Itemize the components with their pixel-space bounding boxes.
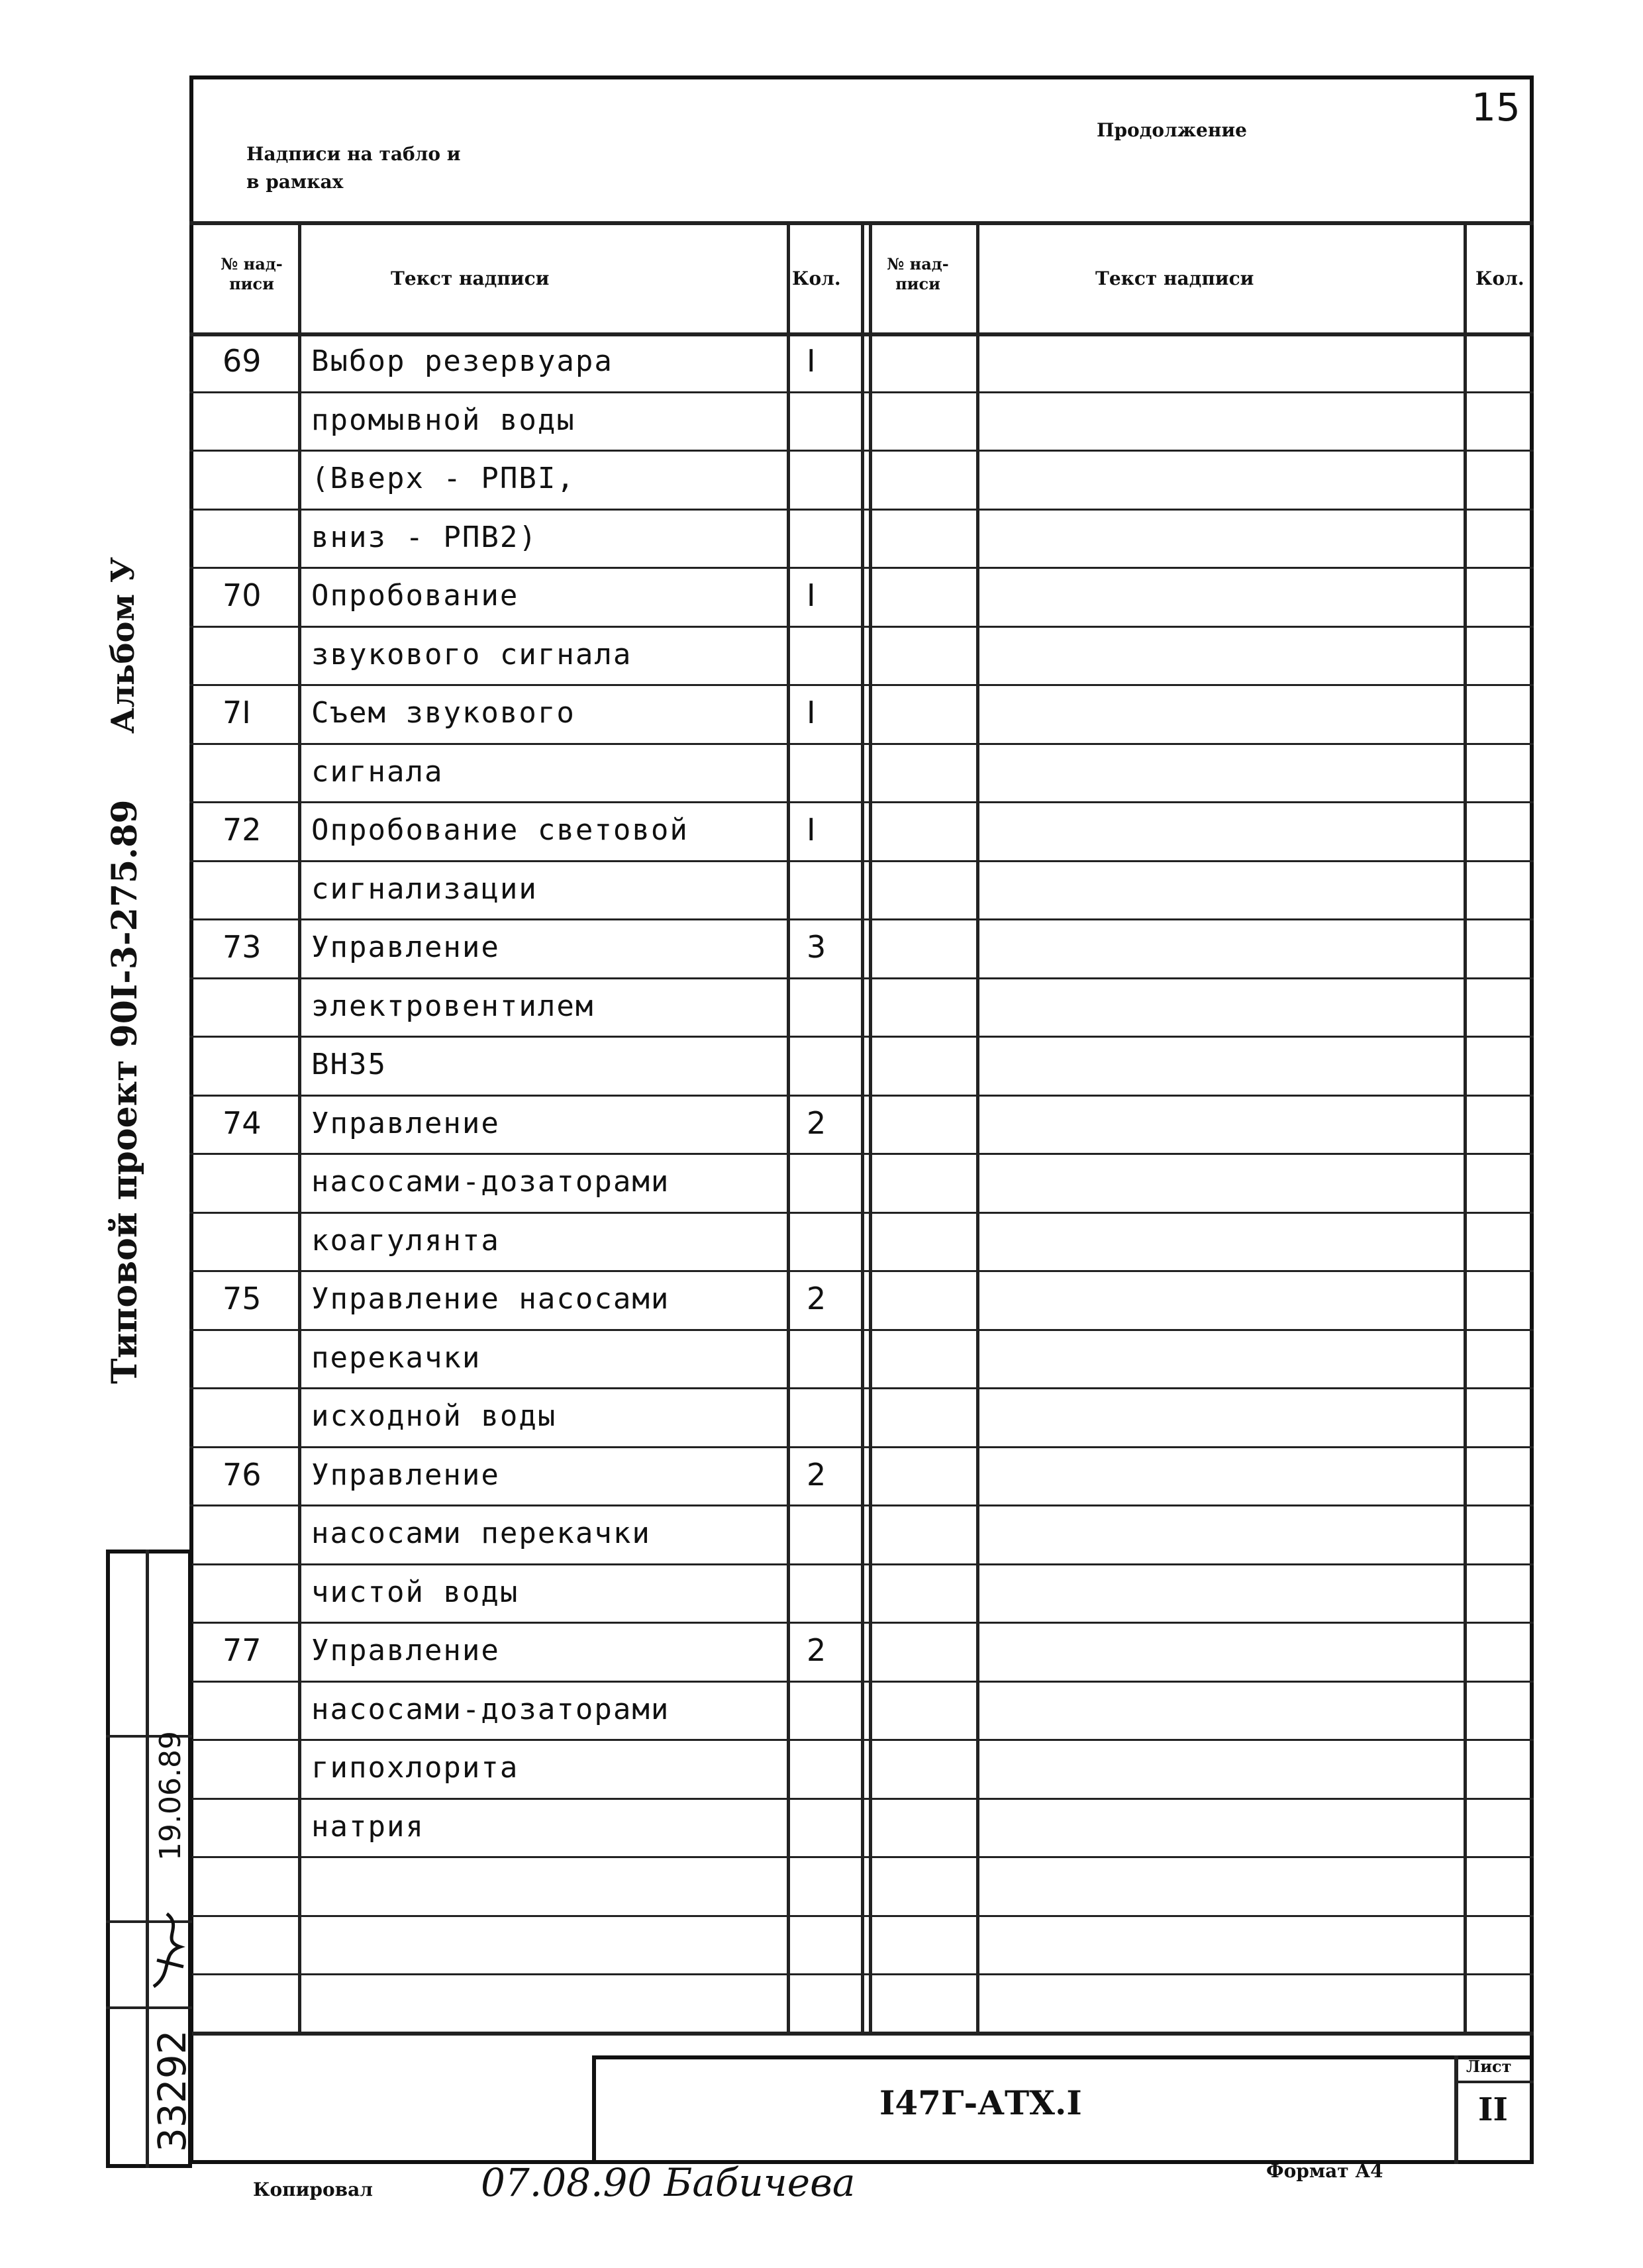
row-text: чистой воды: [311, 1575, 519, 1609]
row-separator: [189, 567, 1534, 569]
row-separator: [189, 1563, 1534, 1565]
row-text: насосами перекачки: [311, 1516, 651, 1550]
signature-scribble-icon: [147, 1907, 189, 1993]
header-title-line1: Надписи на табло и: [246, 143, 461, 165]
row-text: Управление насосами: [311, 1282, 670, 1316]
row-number: 70: [223, 577, 262, 613]
row-separator: [189, 450, 1534, 452]
row-qty: 2: [807, 1281, 826, 1316]
copied-label: Копировал: [253, 2179, 373, 2200]
row-text: звукового сигнала: [311, 638, 632, 671]
row-text: перекачки: [311, 1341, 481, 1375]
continuation-label: Продолжение: [1097, 119, 1247, 141]
stamp-date: 19.06.89: [154, 1731, 187, 1861]
table-bottom-line: [189, 2032, 1534, 2036]
row-qty: 2: [807, 1632, 826, 1668]
row-text: вниз - РПВ2): [311, 520, 538, 554]
row-text: гипохлорита: [311, 1751, 519, 1785]
col-qty-header: Кол.: [792, 268, 841, 289]
row-separator: [189, 801, 1534, 803]
row-separator: [189, 860, 1534, 862]
col-num-line2: писи: [229, 274, 274, 293]
document-code: I47Г-АТХ.I: [879, 2083, 1082, 2122]
project-label: Типовой проект 90I-3-275.89: [105, 799, 145, 1384]
col-line-6: [1464, 221, 1467, 2032]
row-separator: [189, 684, 1534, 686]
row-text: (Вверх - РПВI,: [311, 462, 575, 495]
col-num2-line1: № над-: [887, 254, 949, 273]
row-text: Управление: [311, 1458, 500, 1492]
row-number: 76: [223, 1457, 262, 1493]
row-separator: [189, 1095, 1534, 1097]
col-text2-header: Текст надписи: [1095, 268, 1254, 289]
stamp-line-3: [106, 2006, 192, 2009]
row-separator: [189, 1504, 1534, 1506]
sheet-label-line: [1454, 2081, 1534, 2083]
row-text: сигнализации: [311, 872, 538, 906]
sheet-number: II: [1478, 2091, 1508, 2128]
row-separator: [189, 1270, 1534, 1272]
row-separator: [189, 1798, 1534, 1800]
col-line-1: [298, 221, 301, 2032]
row-separator: [189, 1329, 1534, 1331]
row-text: Съем звукового: [311, 696, 575, 730]
row-number: 77: [223, 1632, 262, 1668]
row-text: Управление: [311, 1634, 500, 1667]
row-qty: I: [807, 577, 816, 613]
row-text: Выбор резервуара: [311, 344, 613, 378]
row-text: насосами-дозаторами: [311, 1693, 670, 1726]
row-separator: [189, 1036, 1534, 1038]
sheet-label: Лист: [1466, 2057, 1512, 2076]
row-separator: [189, 1387, 1534, 1389]
title-block-sheet-divider: [1454, 2055, 1458, 2164]
row-number: 72: [223, 812, 262, 848]
row-separator: [189, 1915, 1534, 1917]
row-number: 74: [223, 1105, 262, 1141]
col-text-header: Текст надписи: [391, 268, 550, 289]
page-number: 15: [1471, 85, 1520, 130]
row-qty: I: [807, 695, 816, 730]
row-number: 7I: [223, 695, 251, 730]
row-separator: [189, 743, 1534, 745]
row-qty: 3: [807, 929, 826, 965]
row-number: 69: [223, 343, 262, 379]
row-separator: [189, 918, 1534, 920]
row-separator: [189, 509, 1534, 511]
stamp-column-divider: [146, 1550, 149, 2168]
format-label: Формат А4: [1266, 2160, 1383, 2182]
inventory-number: 33292: [150, 2030, 195, 2152]
row-separator: [189, 1212, 1534, 1214]
row-qty: 2: [807, 1457, 826, 1493]
col-num-line1: № над-: [221, 254, 283, 273]
row-separator: [189, 1973, 1534, 1975]
row-separator: [189, 1446, 1534, 1448]
row-separator: [189, 1681, 1534, 1683]
row-text: Управление: [311, 930, 500, 964]
col-line-2: [787, 221, 790, 2032]
row-qty: I: [807, 812, 816, 848]
row-text: ВН35: [311, 1048, 387, 1081]
header-title-line2: в рамках: [246, 171, 344, 193]
col-num2-header: [871, 254, 964, 294]
row-separator: [189, 391, 1534, 393]
row-separator: [189, 1622, 1534, 1624]
row-number: 73: [223, 929, 262, 965]
row-separator: [189, 1153, 1534, 1155]
col-line-5: [976, 221, 979, 2032]
row-text: промывной воды: [311, 403, 575, 437]
row-text: сигнала: [311, 755, 444, 789]
row-text: электровентилем: [311, 989, 595, 1023]
row-text: Опробование: [311, 579, 519, 613]
row-separator: [189, 626, 1534, 628]
row-separator: [189, 977, 1534, 979]
row-separator: [189, 1856, 1534, 1858]
col-num2-line2: писи: [895, 274, 940, 293]
col-qty2-header: Кол.: [1475, 268, 1524, 289]
row-text: исходной воды: [311, 1399, 557, 1433]
row-text: насосами-дозаторами: [311, 1165, 670, 1199]
row-qty: I: [807, 343, 816, 379]
row-number: 75: [223, 1281, 262, 1316]
col-num-header: [205, 254, 298, 294]
row-qty: 2: [807, 1105, 826, 1141]
copied-signature: 07.08.90 Бабичева: [481, 2160, 856, 2205]
row-separator: [189, 1739, 1534, 1741]
col-line-3: [861, 221, 864, 2032]
row-text: коагулянта: [311, 1224, 500, 1257]
row-text: Управление: [311, 1107, 500, 1140]
row-text: Опробование световой: [311, 813, 689, 847]
col-line-4: [869, 221, 872, 2032]
album-label: Альбом У: [105, 557, 142, 734]
row-text: натрия: [311, 1810, 424, 1844]
